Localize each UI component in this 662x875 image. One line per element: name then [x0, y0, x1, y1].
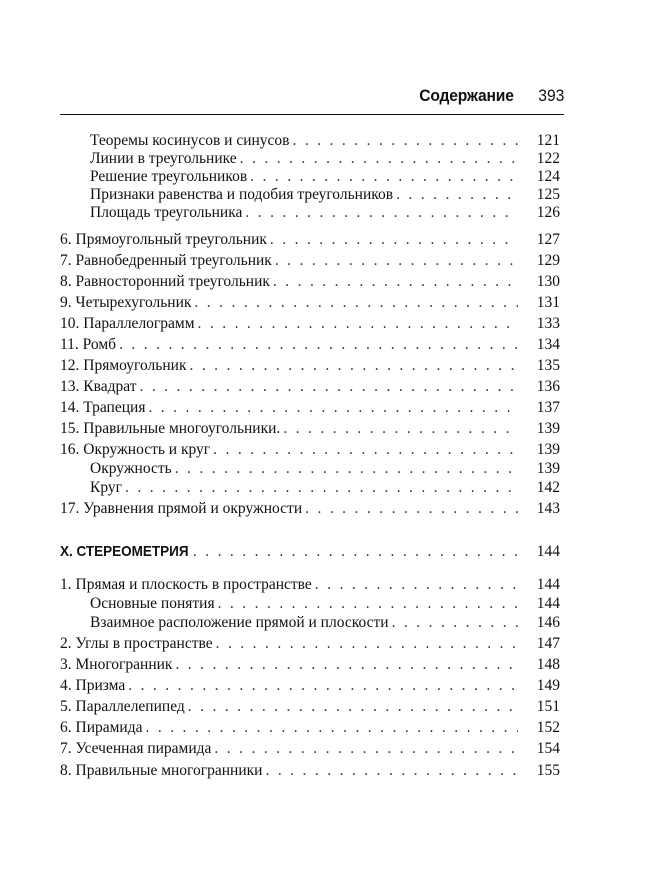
- toc-entry-label: Решение треугольников: [90, 168, 248, 185]
- toc-entry: [60, 231, 560, 250]
- toc-entry-label: 12. Прямоугольник: [60, 357, 187, 374]
- toc-entry-label: 5. Параллелепипед: [60, 698, 185, 715]
- toc-entry-label: 15. Правильные многоугольники.: [60, 420, 281, 437]
- toc-entry-page: 135: [536, 357, 560, 374]
- toc-entry-page: 127: [536, 231, 560, 248]
- toc-entry: [60, 357, 560, 376]
- toc-entry-page: 146: [536, 614, 560, 631]
- dot-leader: [283, 420, 518, 438]
- toc-entry-page: 121: [536, 132, 560, 149]
- toc-entry-page: 122: [536, 150, 560, 167]
- toc-entry-label: Взаимное расположение прямой и плоскости: [90, 614, 389, 631]
- toc-entry: [60, 479, 560, 498]
- toc-entry: [60, 273, 560, 292]
- toc-entry: [60, 762, 560, 781]
- toc-section-label: X. СТЕРЕОМЕТРИЯ: [60, 543, 189, 560]
- dot-leader: [125, 479, 518, 497]
- toc-entry-label: 9. Четырехугольник: [60, 294, 192, 311]
- toc-entry: [60, 168, 560, 187]
- toc-entry-page: 139: [536, 420, 560, 437]
- toc-entry-label: Окружность: [90, 460, 172, 477]
- toc-entry-label: 11. Ромб: [60, 336, 117, 353]
- toc-entry: [60, 677, 560, 696]
- toc-entry-label: Площадь треугольника: [90, 204, 243, 221]
- dot-leader: [213, 441, 518, 459]
- toc-entry: [60, 132, 560, 151]
- toc-entry: [60, 441, 560, 460]
- dot-leader: [275, 252, 518, 270]
- toc-entry: [60, 576, 560, 595]
- toc-entry-page: 139: [536, 441, 560, 458]
- dot-leader: [139, 378, 518, 396]
- toc-entry-label: 7. Усеченная пирамида: [60, 740, 212, 757]
- dot-leader: [265, 762, 518, 780]
- toc-entry: [60, 150, 560, 169]
- dot-leader: [270, 231, 518, 249]
- header-title: Содержание: [419, 86, 514, 105]
- dot-leader: [218, 595, 518, 613]
- toc-entry-page: 151: [536, 698, 560, 715]
- header-rule: [60, 114, 564, 115]
- toc-entry-label: 8. Равносторонний треугольник: [60, 273, 270, 290]
- toc-entry-label: 2. Углы в пространстве: [60, 635, 213, 652]
- toc-entry-label: 4. Призма: [60, 677, 126, 694]
- toc-entry: [60, 336, 560, 355]
- toc-entry-label: Признаки равенства и подобия треугольников: [90, 186, 394, 203]
- toc-entry-page: 137: [536, 399, 560, 416]
- toc-entry-page: 155: [536, 762, 560, 779]
- dot-leader: [240, 150, 518, 168]
- toc-entry-label: Линии в треугольнике: [90, 150, 237, 167]
- dot-leader: [198, 315, 518, 333]
- dot-leader: [214, 740, 518, 758]
- toc-entry-page: 124: [536, 168, 560, 185]
- toc-entry-label: 6. Пирамида: [60, 719, 143, 736]
- toc-entry: [60, 698, 560, 717]
- dot-leader: [305, 500, 518, 518]
- dot-leader: [392, 614, 518, 632]
- dot-leader: [250, 168, 518, 186]
- toc-entry-page: 139: [536, 460, 560, 477]
- toc-entry-label: Теоремы косинусов и синусов: [90, 132, 290, 149]
- toc-entry-page: 143: [536, 500, 560, 517]
- toc-entry-page: 129: [536, 252, 560, 269]
- dot-leader: [189, 357, 518, 375]
- toc-entry-label: 10. Параллелограмм: [60, 315, 195, 332]
- toc-entry-page: 136: [536, 378, 560, 395]
- toc-entry-page: 149: [536, 677, 560, 694]
- toc-entry: [60, 635, 560, 654]
- dot-leader: [188, 698, 518, 716]
- toc-entry: [60, 378, 560, 397]
- toc-entry-label: 8. Правильные многогранники: [60, 762, 263, 779]
- toc-entry-label: 14. Трапеция: [60, 399, 146, 416]
- toc-entry-page: 126: [536, 204, 560, 221]
- dot-leader: [245, 204, 518, 222]
- toc-entry-page: 144: [536, 543, 560, 560]
- toc-entry: [60, 500, 560, 519]
- toc-entry-page: 131: [536, 294, 560, 311]
- toc-entry: [60, 294, 560, 313]
- dot-leader: [396, 186, 518, 204]
- toc-entry-page: 144: [536, 576, 560, 593]
- toc-entry-label: 7. Равнобедренный треугольник: [60, 252, 272, 269]
- toc-entry-page: 130: [536, 273, 560, 290]
- dot-leader: [216, 635, 518, 653]
- toc-entry: [60, 315, 560, 334]
- toc-entry-label: Основные понятия: [90, 595, 215, 612]
- toc-entry: [60, 186, 560, 205]
- toc-entry-page: 152: [536, 719, 560, 736]
- dot-leader: [119, 336, 518, 354]
- dot-leader: [175, 460, 518, 478]
- dot-leader: [293, 132, 519, 150]
- toc-entry-page: 147: [536, 635, 560, 652]
- toc-entry-page: 148: [536, 656, 560, 673]
- toc-entry: [60, 740, 560, 759]
- toc-section-heading: [60, 543, 560, 562]
- dot-leader: [146, 719, 519, 737]
- dot-leader: [193, 543, 518, 561]
- dot-leader: [194, 294, 518, 312]
- toc-entry-label: 17. Уравнения прямой и окружности: [60, 500, 303, 517]
- toc-entry: [60, 204, 560, 223]
- toc-entry: [60, 399, 560, 418]
- dot-leader: [128, 677, 518, 695]
- running-header: [60, 86, 564, 108]
- toc-entry: [60, 252, 560, 271]
- toc-entry-page: 142: [536, 479, 560, 496]
- toc-entry-page: 125: [536, 186, 560, 203]
- dot-leader: [148, 399, 518, 417]
- toc-entry: [60, 656, 560, 675]
- toc-entry: [60, 614, 560, 633]
- dot-leader: [315, 576, 518, 594]
- toc-entry-page: 134: [536, 336, 560, 353]
- toc-entry-label: Круг: [90, 479, 122, 496]
- dot-leader: [273, 273, 518, 291]
- toc-entry-page: 144: [536, 595, 560, 612]
- toc-entry: [60, 719, 560, 738]
- toc-entry: [60, 595, 560, 614]
- header-page-number: 393: [537, 86, 564, 105]
- toc-entry-label: 6. Прямоугольный треугольник: [60, 231, 267, 248]
- toc-entry: [60, 420, 560, 439]
- toc-entry-label: 16. Окружность и круг: [60, 441, 211, 458]
- dot-leader: [175, 656, 518, 674]
- toc-entry-page: 133: [536, 315, 560, 332]
- toc-entry-label: 3. Многогранник: [60, 656, 173, 673]
- toc-entry: [60, 460, 560, 479]
- toc-entry-label: 1. Прямая и плоскость в пространстве: [60, 576, 312, 593]
- toc-entry-page: 154: [536, 740, 560, 757]
- toc-entry-label: 13. Квадрат: [60, 378, 137, 395]
